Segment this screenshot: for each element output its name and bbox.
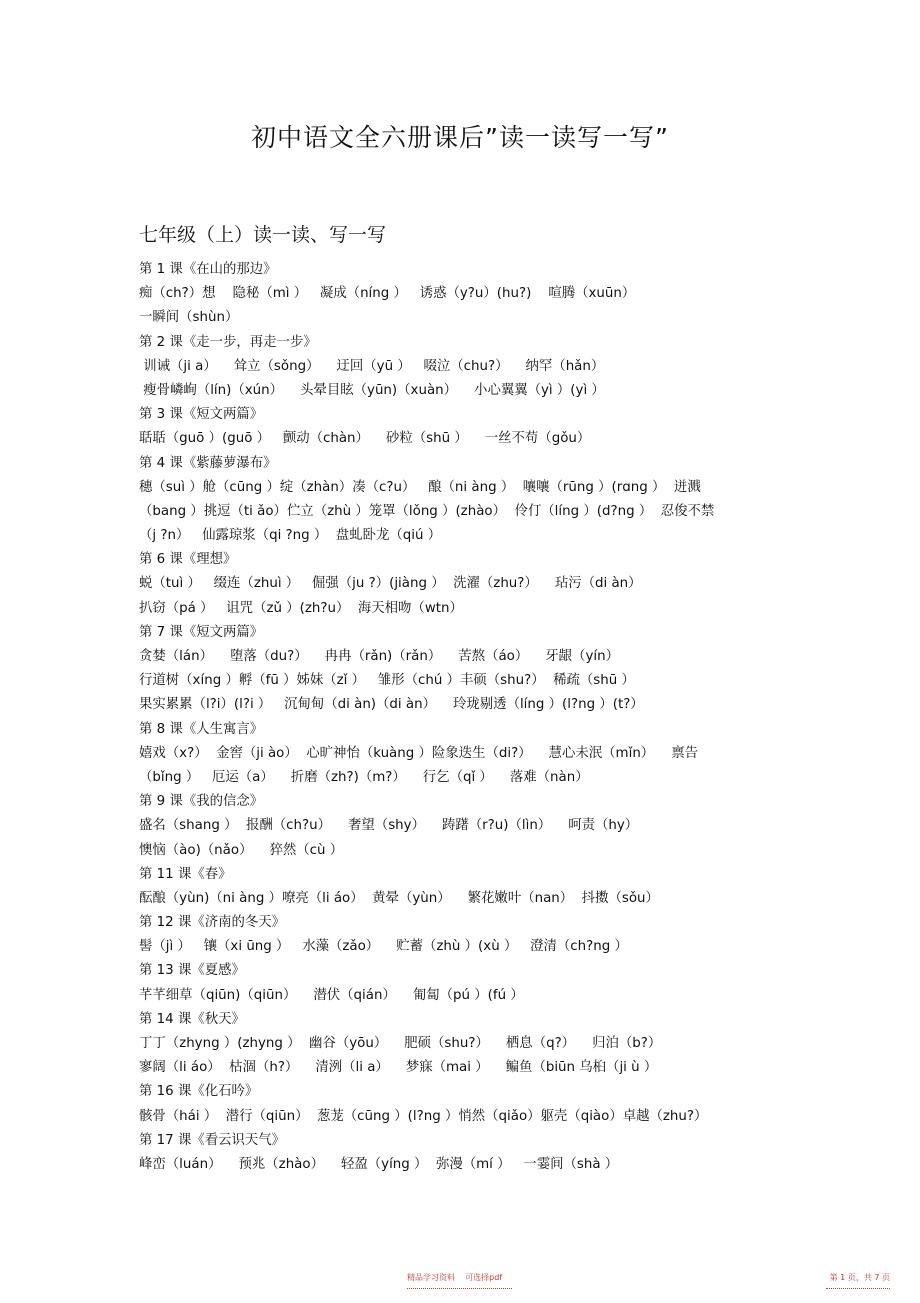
text-line: 穗（suì ）舱（cūng ）绽（zhàn）凑（c?u） 酿（ni àng ） 嚷嚷（rūng ）(rɑng ） 迸溅 xyxy=(139,479,701,495)
text-line: 第 7 课《短文两篇》 xyxy=(139,624,264,640)
text-line: （j ?n） 仙露琼浆（qi ?ng ） 盘虬卧龙（qiú ） xyxy=(139,528,442,544)
text-line: 行道树（xíng ）孵（fū ）姊妹（zǐ ） 雏形（chú ）丰硕（shu?） 稀疏（shū ） xyxy=(139,673,635,689)
text-line: 第 11 课《春》 xyxy=(139,866,232,882)
text-line: （bǐng ） 厄运（a） 折磨（zh?)（m?） 行乞（qǐ ） 落难（nàn） xyxy=(139,769,589,785)
text-line: 第 13 课《夏感》 xyxy=(139,963,245,979)
text-line: 第 9 课《我的信念》 xyxy=(139,794,264,810)
text-line: 峰峦（luán） 预兆（zhào） 轻盈（yíng ） 弥漫（mí ） 一霎间（shà ） xyxy=(139,1156,619,1172)
text-line: 第 1 课《在山的那边》 xyxy=(139,262,277,277)
footer-dotted-rule xyxy=(407,1288,512,1289)
text-line: 蜕（tuì ） 缀连（zhuì ） 倔强（ju ?）(jiàng ） 洗濯（zhu?） 玷污（di àn） xyxy=(139,576,642,592)
document-body xyxy=(139,258,799,1177)
text-line: 聒聒（guō ）(guō ） 颤动（chàn） 砂粒（shū ） 一丝不苟（gǒu） xyxy=(139,431,591,447)
text-line: 第 3 课《短文两篇》 xyxy=(139,407,264,423)
text-line: 瘦骨嶙峋（lín)（xún） 头晕目眩（yūn)（xuàn） 小心翼翼（yì ）(yì ） xyxy=(139,382,605,398)
text-line: 贪婪（lán） 堕落（du?） 冉冉（rǎn)（rǎn） 苦熬（áo） 牙龈（yín） xyxy=(139,649,619,664)
text-line: 第 8 课《人生寓言》 xyxy=(139,721,264,737)
text-line: 第 4 课《紫藤萝瀑布》 xyxy=(139,455,277,471)
text-line: 第 2 课《走一步，再走一步》 xyxy=(139,334,317,350)
text-line: 第 17 课《看云识天气》 xyxy=(139,1132,286,1148)
text-line: 第 14 课《秋天》 xyxy=(139,1011,245,1027)
text-line: 盛名（shang ） 报酬（ch?u） 奢望（shy） 踌躇（r?u)（lìn） 呵责（hy） xyxy=(139,818,639,834)
text-line: 寥阔（li áo） 枯涸（h?） 清洌（li a） 梦寐（mai ） 鳊鱼（biūn 乌桕（ji ù ） xyxy=(139,1060,658,1076)
footer-dotted-rule xyxy=(826,1288,890,1289)
text-line: 痴（ch?）想 隐秘（mì ） 凝成（níng ） 诱惑（y?u）(hu?) 喧腾（xuūn） xyxy=(139,286,636,302)
text-line: 丁丁（zhyng ）(zhyng ） 幽谷（yōu） 肥硕（shu?） 栖息（q?） 归泊（b?） xyxy=(139,1036,662,1051)
text-line: 嬉戏（x?） 金窖（ji ào） 心旷神怡（kuàng ）险象迭生（di?） 慧心未泯（mǐn） 禀告 xyxy=(139,745,698,761)
footer-page-number: 第 1 页，共 7 页 xyxy=(829,1273,890,1282)
text-line: 扒窃（pá ） 诅咒（zǔ ）(zh?u） 海天相吻（wtn） xyxy=(139,600,463,616)
text-line: （bang ）挑逗（ti ǎo）伫立（zhù ）笼罩（lǒng ）(zhào） 伶仃（líng ）(d?ng ） 忍俊不禁 xyxy=(139,503,715,519)
text-line: 一瞬间（shùn） xyxy=(139,310,239,326)
text-line: 髻（jì ） 镶（xi ūng ） 水藻（zǎo） 贮蓄（zhù ）(xù ） 澄清（ch?ng ） xyxy=(139,939,628,955)
footer-watermark-text: 精品学习资料 可选择pdf xyxy=(407,1273,503,1282)
text-line: 第 16 课《化石吟》 xyxy=(139,1084,259,1100)
text-line: 第 6 课《理想》 xyxy=(139,552,237,568)
text-line: 训诫（ji a） 耸立（sǒng） 迂回（yū ） 啜泣（chu?） 纳罕（hǎn） xyxy=(139,358,605,374)
text-line: 芊芊细草（qiūn)（qiūn） 潜伏（qián） 匍匐（pú ）(fú ） xyxy=(139,987,524,1003)
text-line: 第 12 课《济南的冬天》 xyxy=(139,915,286,931)
section-heading: 七年级（上）读一读、写一写 xyxy=(139,224,387,246)
document-title: 初中语文全六册课后”读一读写一写” xyxy=(251,123,669,152)
text-line: 果实累累（l?i）(l?i ） 沉甸甸（di àn)（di àn） 玲珑剔透（líng ）(l?ng ）(t?） xyxy=(139,697,644,713)
text-line: 骸骨（hái ） 潜行（qiūn） 葱茏（cūng ）(l?ng ）悄然（qiǎo）躯壳（qiào）卓越（zhu?） xyxy=(139,1108,708,1124)
text-line: 懊恼（ào)（nǎo） 猝然（cù ） xyxy=(139,842,344,858)
text-line: 酝酿（yùn)（ni àng ）嘹亮（li áo） 黄晕（yùn） 繁花嫩叶（nan） 抖擞（sǒu） xyxy=(139,890,659,906)
